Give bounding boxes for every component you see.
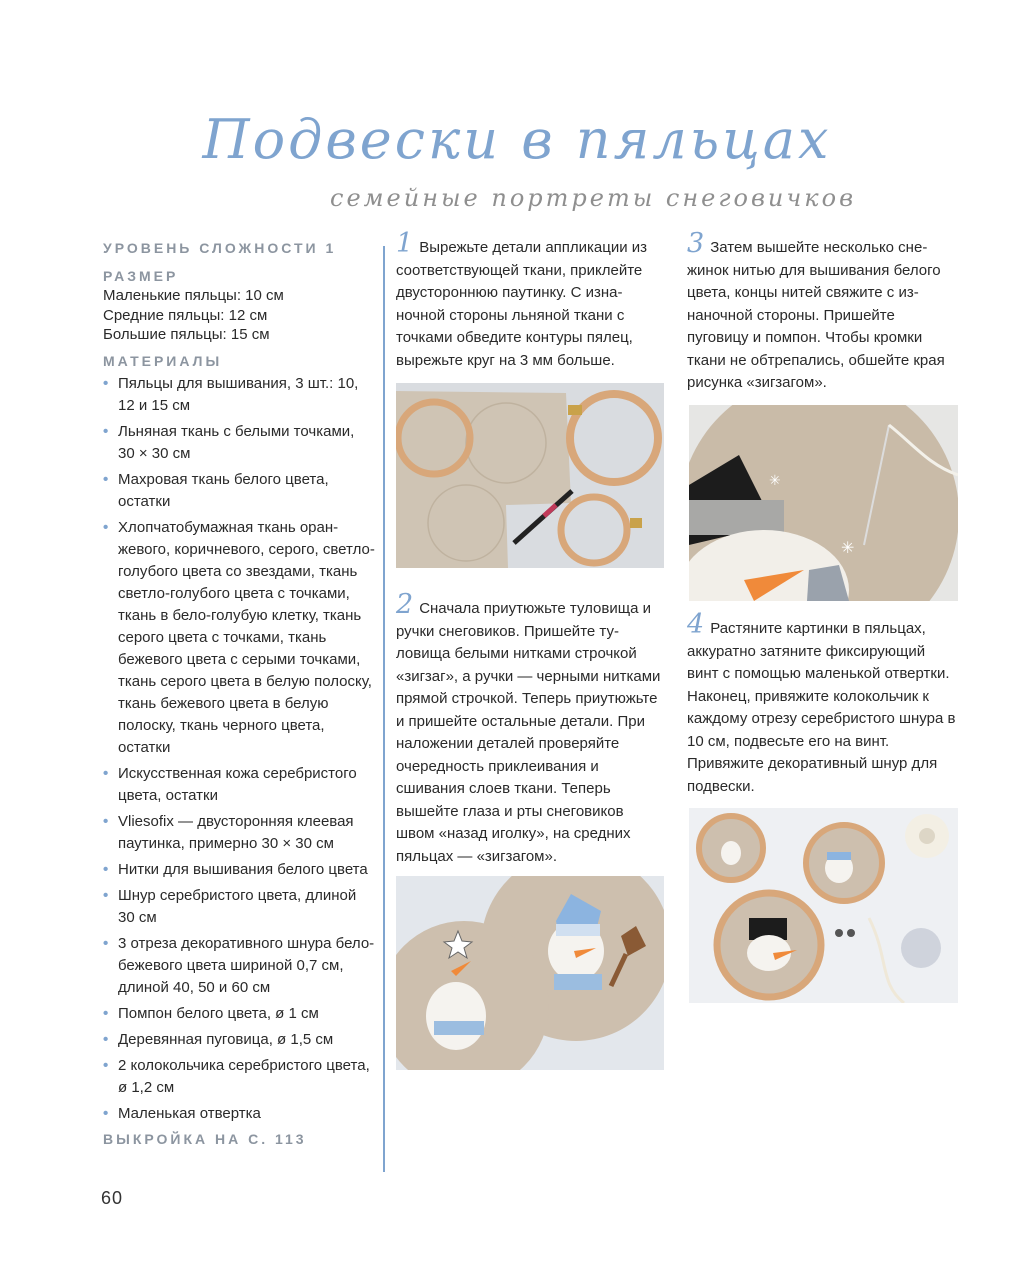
materials-column <box>103 234 375 1149</box>
list-item: • Шнур серебристого цвета, длиной 30 см <box>103 886 357 926</box>
step-number: 1 <box>396 228 414 259</box>
list-item: • Махровая ткань белого цвета, остатки <box>103 470 329 510</box>
bullet-icon: • <box>103 764 109 782</box>
bullet-icon: • <box>103 1030 109 1048</box>
step-number: 3 <box>687 228 705 259</box>
difficulty-heading: УРОВЕНЬ СЛОЖНОСТИ 1 <box>103 240 337 256</box>
list-item: • Искусственная кожа серебристого цвета, остатки <box>103 764 357 804</box>
list-item: • Деревянная пуговица, ø 1,5 см <box>103 1029 375 1051</box>
list-item: • Льняная ткань с белыми точками, 30 × 30 см <box>103 422 355 462</box>
bullet-icon: • <box>103 470 109 488</box>
step-text: Затем вышейте несколько снежинок нитью для вышивания белого цвета, концы нитей свяжите с изнаночной стороны. Пришейте пуговицу и помпон. Чтобы кромки ткани не обтрепались, обшейте края рисунка «зигзагом». <box>687 239 945 391</box>
page-title: Подвески в пяльцах <box>202 108 832 171</box>
bullet-icon: • <box>103 1004 109 1022</box>
bullet-icon: • <box>103 886 109 904</box>
size-item: Средние пяльцы: 12 см <box>103 306 268 324</box>
page-subtitle: семейные портреты снеговичков <box>330 184 857 212</box>
bullet-icon: • <box>103 374 109 392</box>
list-item: • Нитки для вышивания белого цвета <box>103 859 375 881</box>
list-item: • 3 отреза декоративного шнура бело-бежевого цвета шириной 0,7 см, длиной 40, 50 и 60 см <box>103 934 375 996</box>
bullet-icon: • <box>103 518 109 536</box>
photo-snowman-appliques <box>396 876 664 1070</box>
step-1 <box>396 228 666 372</box>
pattern-reference: ВЫКРОЙКА НА С. 113 <box>103 1130 307 1147</box>
step-number: 4 <box>687 609 705 640</box>
step-3 <box>687 228 957 395</box>
list-item: • Помпон белого цвета, ø 1 см <box>103 1003 375 1025</box>
bullet-icon: • <box>103 1104 109 1122</box>
bullet-icon: • <box>103 422 109 440</box>
bullet-icon: • <box>103 812 109 830</box>
bullet-icon: • <box>103 860 109 878</box>
step-4 <box>687 609 957 798</box>
svg-text:✳: ✳ <box>841 538 855 557</box>
bullet-icon: • <box>103 1056 109 1074</box>
bullet-icon: • <box>103 934 109 952</box>
list-item: • 2 колокольчика серебристого цвета, ø 1,2 см <box>103 1056 370 1096</box>
step-number: 2 <box>396 589 414 620</box>
list-item: • Vliesofix — двусторонняя клеевая паутинка, примерно 30 × 30 см <box>103 812 354 852</box>
size-heading: РАЗМЕР <box>103 268 179 284</box>
materials-list <box>103 373 375 1125</box>
svg-text:✳: ✳ <box>769 473 781 489</box>
step-text: Вырежьте детали аппликации из соответствующей ткани, приклейте двустороннюю паутинку. С изнаночной стороны льняной ткани с точками обведите контуры пялец, вырежьте круг на 3 мм больше. <box>396 239 648 369</box>
list-item: • Хлопчатобумажная ткань оранжевого, коричневого, серого, светло-голубого цвета со звездами, ткань светло-голубого цвета с точками, ткань в бело-голубую клетку, ткань серого цвета с точками, ткань бежевого цвета с серыми точками, ткань серого цвета в белую полоску, ткань бежевого цвета в белую полоску, ткань черного цвета, остатки <box>103 518 375 756</box>
size-item: Большие пяльцы: 15 см <box>103 326 270 343</box>
step-text: Сначала приутюжьте туловища и ручки снеговиков. Пришейте туловища белыми нитками строчкой «зигзаг», а ручки — черными нитками прямой строчкой. Теперь приутюжьте и пришейте остальные детали. При наложении деталей проверяйте очередность приклеивания и сшивания слоев ткани. Теперь вышейте глаза и рты снеговиков швом «назад иголку», на средних пяльцах — «зигзагом». <box>396 600 661 865</box>
photo-hoops-linen <box>396 383 664 568</box>
column-divider <box>383 246 385 1172</box>
list-item: • Маленькая отвертка <box>103 1103 375 1125</box>
step-2 <box>396 589 666 868</box>
list-item: • Пяльцы для вышивания, 3 шт.: 10, 12 и 15 см <box>103 374 359 414</box>
photo-embroidery-closeup <box>689 405 958 601</box>
size-item: Маленькие пяльцы: 10 см <box>103 287 284 304</box>
photo-finished-hoops <box>689 808 958 1003</box>
materials-heading: МАТЕРИАЛЫ <box>103 352 223 369</box>
step-text: Растяните картинки в пяльцах, аккуратно затяните фиксирующий винт с помощью маленькой отвертки. Наконец, привяжите колокольчик к каждому отрезу серебристого шнура в 10 см, подвесьте его на винт. Привяжите декоративный шнур для подвески. <box>687 620 956 795</box>
page-number: 60 <box>101 1188 124 1208</box>
